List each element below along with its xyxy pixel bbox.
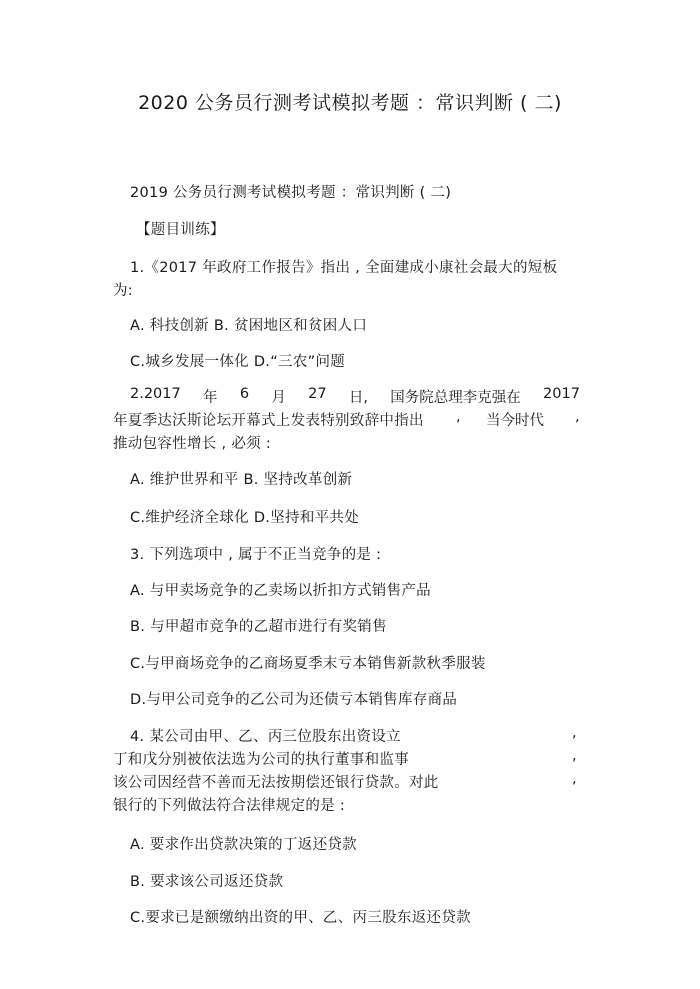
q4-stem-line1: 4. 某公司由甲、乙、丙三位股东出资设立 — [130, 729, 401, 745]
q2-options-ab: A. 维护世界和平 B. 坚持改革创新 — [130, 472, 353, 488]
q1-options-ab: A. 科技创新 B. 贫困地区和贫困人口 — [130, 318, 368, 334]
q2-comma: , — [456, 409, 461, 425]
q2-word: 27 — [308, 386, 327, 402]
section-heading: 【题目训练】 — [136, 222, 225, 238]
q2-stem-line1 — [130, 386, 580, 407]
q2-stem-line3: 推动包容性增长 , 必须 : — [113, 436, 272, 452]
q3-option-a: A. 与甲卖场竞争的乙卖场以折扣方式销售产品 — [130, 583, 431, 599]
q3-stem: 3. 下列选项中 , 属于不正当竞争的是 : — [130, 547, 382, 563]
q4-option-a: A. 要求作出贷款决策的丁返还贷款 — [130, 837, 357, 853]
q2-options-cd: C.维护经济全球化 D.坚持和平共处 — [130, 510, 360, 526]
q4-option-c: C.要求已是额缴纳出资的甲、乙、丙三股东返还贷款 — [130, 910, 471, 926]
q3-option-c: C.与甲商场竞争的乙商场夏季末亏本销售新款秋季服装 — [130, 656, 486, 672]
q1-stem-line2: 为: — [113, 283, 133, 299]
q4-line1-end: , — [572, 725, 577, 741]
q2-stem-line2: 年夏季达沃斯论坛开幕式上发表特别致辞中指出 — [113, 413, 424, 429]
document-title: 2020 公务员行测考试模拟考题 ：常识判断 ( 二) — [138, 92, 562, 114]
q4-line2-end: , — [572, 748, 577, 764]
q2-stem-tail: 当今时代 — [486, 413, 544, 429]
q1-stem-line1: 1.《2017 年政府工作报告》指出 , 全面建成小康社会最大的短板 — [130, 260, 558, 276]
q2-word: 年 — [203, 390, 218, 406]
q4-option-b: B. 要求该公司返还贷款 — [130, 874, 284, 890]
q4-stem-line2: 丁和戊分别被依法选为公司的执行董事和监事 — [113, 752, 409, 768]
q2-word: 6 — [239, 386, 250, 402]
q1-options-cd: C.城乡发展一体化 D.“三农”问题 — [130, 354, 346, 370]
q4-stem-line4: 银行的下列做法符合法律规定的是 : — [113, 798, 346, 814]
q2-word: 2.2017 — [130, 386, 181, 402]
q2-word: 月 — [271, 390, 286, 406]
q2-word: 日, — [348, 390, 368, 406]
q3-option-b: B. 与甲超市竞争的乙超市进行有奖销售 — [130, 619, 387, 635]
q4-stem-line3: 该公司因经营不善而无法按期偿还银行贷款。对此 — [113, 775, 439, 791]
q2-word: 2017 — [543, 386, 580, 402]
q2-word: 国务院总理李克强在 — [390, 390, 521, 406]
q4-line3-end: , — [572, 771, 577, 787]
q3-option-d: D.与甲公司竞争的乙公司为还债亏本销售库存商品 — [130, 692, 458, 708]
subtitle: 2019 公务员行测考试模拟考题 ：常识判断 ( 二) — [130, 185, 452, 201]
q2-line-end-comma: , — [575, 409, 580, 425]
